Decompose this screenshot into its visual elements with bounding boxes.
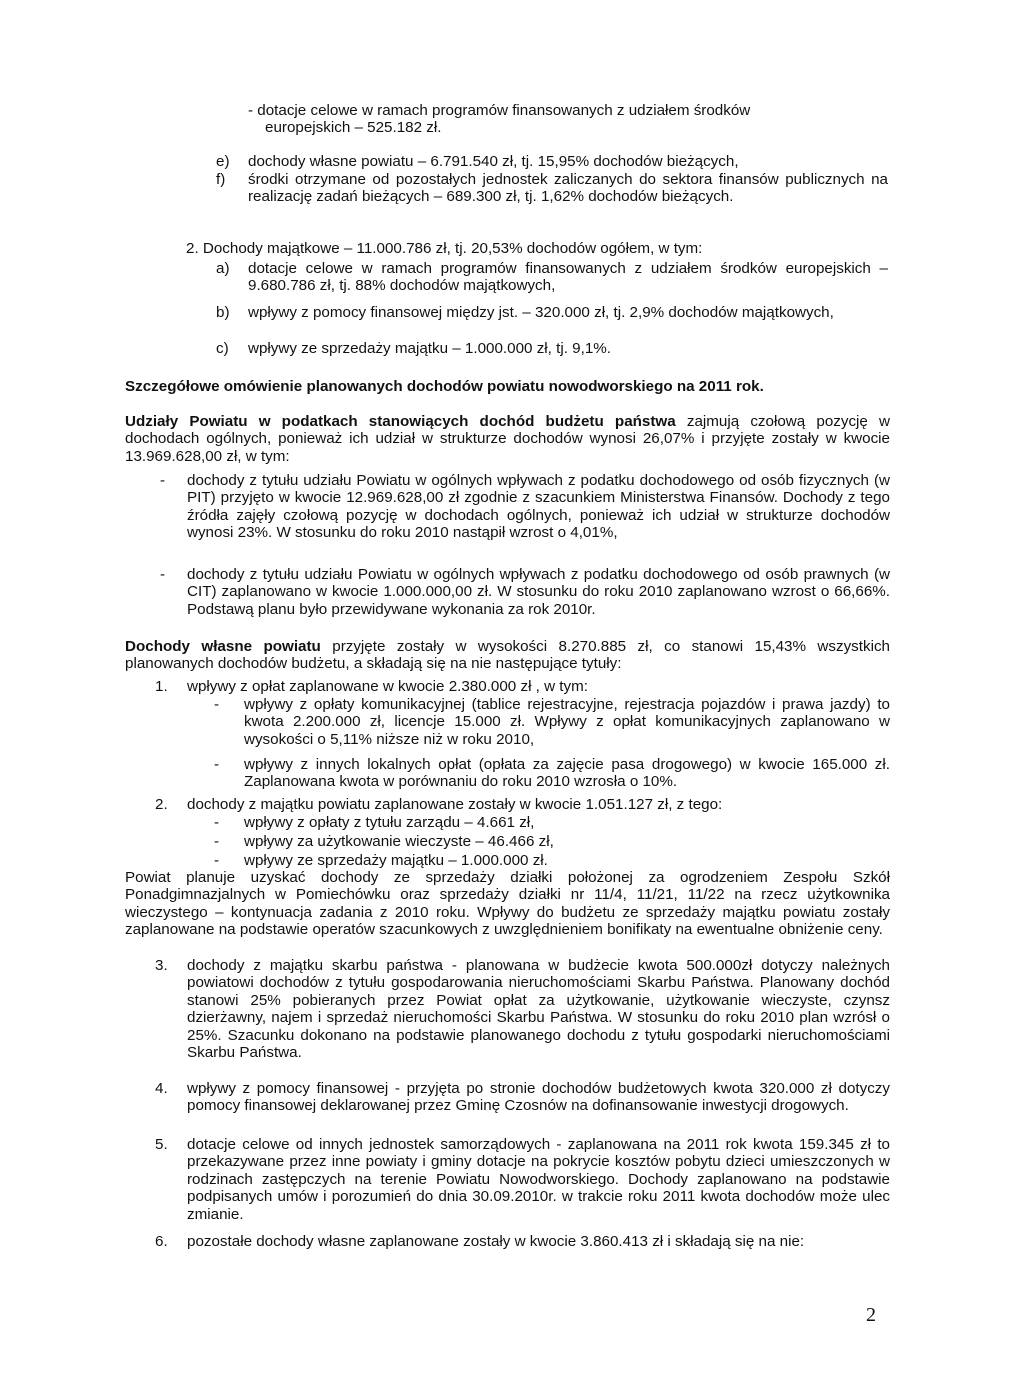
wlasne-paragraph: [125, 638, 890, 673]
sub-bullet-text: wpływy za użytkowanie wieczyste – 46.466 zł,: [244, 833, 554, 850]
page-number: 2: [866, 1304, 876, 1326]
dotacje-ue-line: [248, 102, 888, 137]
list-item-text: wpływy z pomocy finansowej między jst. – 320.000 zł, tj. 2,9% dochodów majątkowych,: [248, 304, 834, 321]
list-label: e): [216, 153, 230, 170]
sub-bullet-text: wpływy z opłaty komunikacyjnej (tablice rejestracyjne, rejestracja pojazdów i prawa jazdy) to kwota 2.200.000 zł, licencje 15.000 zł. Wpływy z opłat komunikacyjnych zaplanowano w wysokości o 5,11% niższe niż w roku 2010,: [244, 696, 890, 748]
sub-bullet-text: wpływy z innych lokalnych opłat (opłata za zajęcie pasa drogowego) w kwocie 165.000 zł. Zaplanowana kwota w porównaniu do roku 2010 wzrosła o 10%.: [244, 756, 890, 791]
text-line: - dotacje celowe w ramach programów finansowanych z udziałem środków: [248, 102, 751, 119]
bullet-dash: -: [214, 696, 220, 713]
bullet-dash: -: [214, 852, 220, 869]
list-label: f): [216, 171, 226, 188]
sub-bullet-text: wpływy z opłaty z tytułu zarządu – 4.661 zł,: [244, 814, 535, 831]
list-item-text: środki otrzymane od pozostałych jednostek zaliczanych do sektora finansów publicznych na realizację zadań bieżących – 689.300 zł, tj. 1,62% dochodów bieżących.: [248, 171, 888, 206]
list-number: 2.: [155, 796, 168, 813]
list-number: 4.: [155, 1080, 168, 1097]
list-item-text: dochody z majątku powiatu zaplanowane zostały w kwocie 1.051.127 zł, z tego:: [187, 796, 723, 813]
list-label: c): [216, 340, 229, 357]
paragraph-text: Powiat planuje uzyskać dochody ze sprzedaży działki położonej za ogrodzeniem Zespołu Szkół Ponadgimnazjalnych w Pomiechówku oraz sprzedaży działki nr 11/4, 11/21, 11/22 na rzecz użytkownika wieczystego – kontynuacja zadania z 2010 roku. Wpływy do budżetu ze sprzedaży majątku powiatu zostały zaplanowane na podstawie operatów szacunkowych z uwzględnieniem bonifikaty na ewentualne obniżenie ceny.: [125, 869, 890, 939]
bold-lead: Udziały Powiatu w podatkach stanowiących dochód budżetu państwa: [125, 413, 676, 430]
list-number: 6.: [155, 1233, 168, 1250]
text-line: europejskich – 525.182 zł.: [265, 119, 442, 137]
sub-bullet-text: wpływy ze sprzedaży majątku – 1.000.000 zł.: [244, 852, 548, 869]
list-item-text: dotacje celowe od innych jednostek samorządowych - zaplanowana na 2011 rok kwota 159.345 zł to przekazywane przez inne powiaty i gminy dotacje na pokrycie kosztów pobytu dzieci umieszczonych w rodzinach zastępczych na terenie Powiatu Nowodworskiego. Dochody zaplanowano na podstawie podpisanych umów i porozumień do dnia 30.09.2010r. w trakcie roku 2011 kwota dochodów może ulec zmianie.: [187, 1136, 890, 1223]
udzialy-paragraph: [125, 413, 890, 465]
list-item-text: pozostałe dochody własne zaplanowane zostały w kwocie 3.860.413 zł i składają się na nie:: [187, 1233, 805, 1250]
list-item-text: dochody z majątku skarbu państwa - planowana w budżecie kwota 500.000zł dotyczy należnych powiatowi dochodów z tytułu gospodarowania nieruchomościami Skarbu Państwa. Planowany dochód stanowi 25% pobieranych przez Powiat opłat za użytkowanie, użytkowanie wieczyste, czynsz dzierżawny, najem i sprzedaż nieruchomości Skarbu Państwa. W stosunku do roku 2010 plan wzrósł o 25%. Szacunku dokonano na podstawie planowanego dochodu z tytułu gospodarki nieruchomościami Skarbu Państwa.: [187, 957, 890, 1062]
list-item-text: wpływy z pomocy finansowej - przyjęta po stronie dochodów budżetowych kwota 320.000 zł dotyczy pomocy finansowej deklarowanej przez Gminę Czosnów na dofinansowanie inwestycji drogowych.: [187, 1080, 890, 1115]
bullet-dash: -: [160, 472, 166, 489]
paragraph-text: zajmują czołową pozycję w dochodach ogólnych, ponieważ ich udział w strukturze dochodów wynosi 26,07% i przyjęte zostały w kwocie 13.969.628,00 zł, w tym:: [125, 413, 890, 465]
bullet-dash: -: [160, 566, 166, 583]
list-label: a): [216, 260, 230, 277]
bullet-dash: -: [214, 756, 220, 773]
bold-lead: Dochody własne powiatu: [125, 638, 321, 655]
list-number: 1.: [155, 678, 168, 695]
bullet-dash: -: [214, 814, 220, 831]
bullet-dash: -: [214, 833, 220, 850]
list-item-text: wpływy ze sprzedaży majątku – 1.000.000 zł, tj. 9,1%.: [248, 340, 611, 357]
bullet-text: dochody z tytułu udziału Powiatu w ogólnych wpływach z podatku dochodowego od osób fizycznych (w PIT) przyjęto w kwocie 12.969.628,00 zł zgodnie z szacunkiem Ministerstwa Finansów. Dochody z tego źródła zajęły czołową pozycję w dochodach ogólnych, ponieważ ich udział w strukturze dochodów wynosi 23%. W stosunku do roku 2010 nastąpił wzrost o 4,01%,: [187, 472, 890, 542]
bullet-text: dochody z tytułu udziału Powiatu w ogólnych wpływach z podatku dochodowego od osób prawnych (w CIT) zaplanowano w kwocie 1.000.000,00 zł. W stosunku do roku 2010 zaplanowano wzrost o 66,66%. Podstawą planu było przewidywane wykonania za rok 2010r.: [187, 566, 890, 618]
list-item-text: dochody własne powiatu – 6.791.540 zł, tj. 15,95% dochodów bieżących,: [248, 153, 739, 170]
list-number: 5.: [155, 1136, 168, 1153]
list-label: b): [216, 304, 230, 321]
paragraph-text: przyjęte zostały w wysokości 8.270.885 zł, co stanowi 15,43% wszystkich planowanych dochodów budżetu, a składają się na nie następujące tytuły:: [125, 638, 890, 673]
section-heading: Szczegółowe omówienie planowanych dochodów powiatu nowodworskiego na 2011 rok.: [125, 378, 764, 395]
list-item-text: dotacje celowe w ramach programów finansowanych z udziałem środków europejskich – 9.680.786 zł, tj. 88% dochodów majątkowych,: [248, 260, 888, 295]
list-item-text: wpływy z opłat zaplanowane w kwocie 2.380.000 zł , w tym:: [187, 678, 588, 695]
list-number: 3.: [155, 957, 168, 974]
section-line: 2. Dochody majątkowe – 11.000.786 zł, tj. 20,53% dochodów ogółem, w tym:: [186, 240, 703, 257]
